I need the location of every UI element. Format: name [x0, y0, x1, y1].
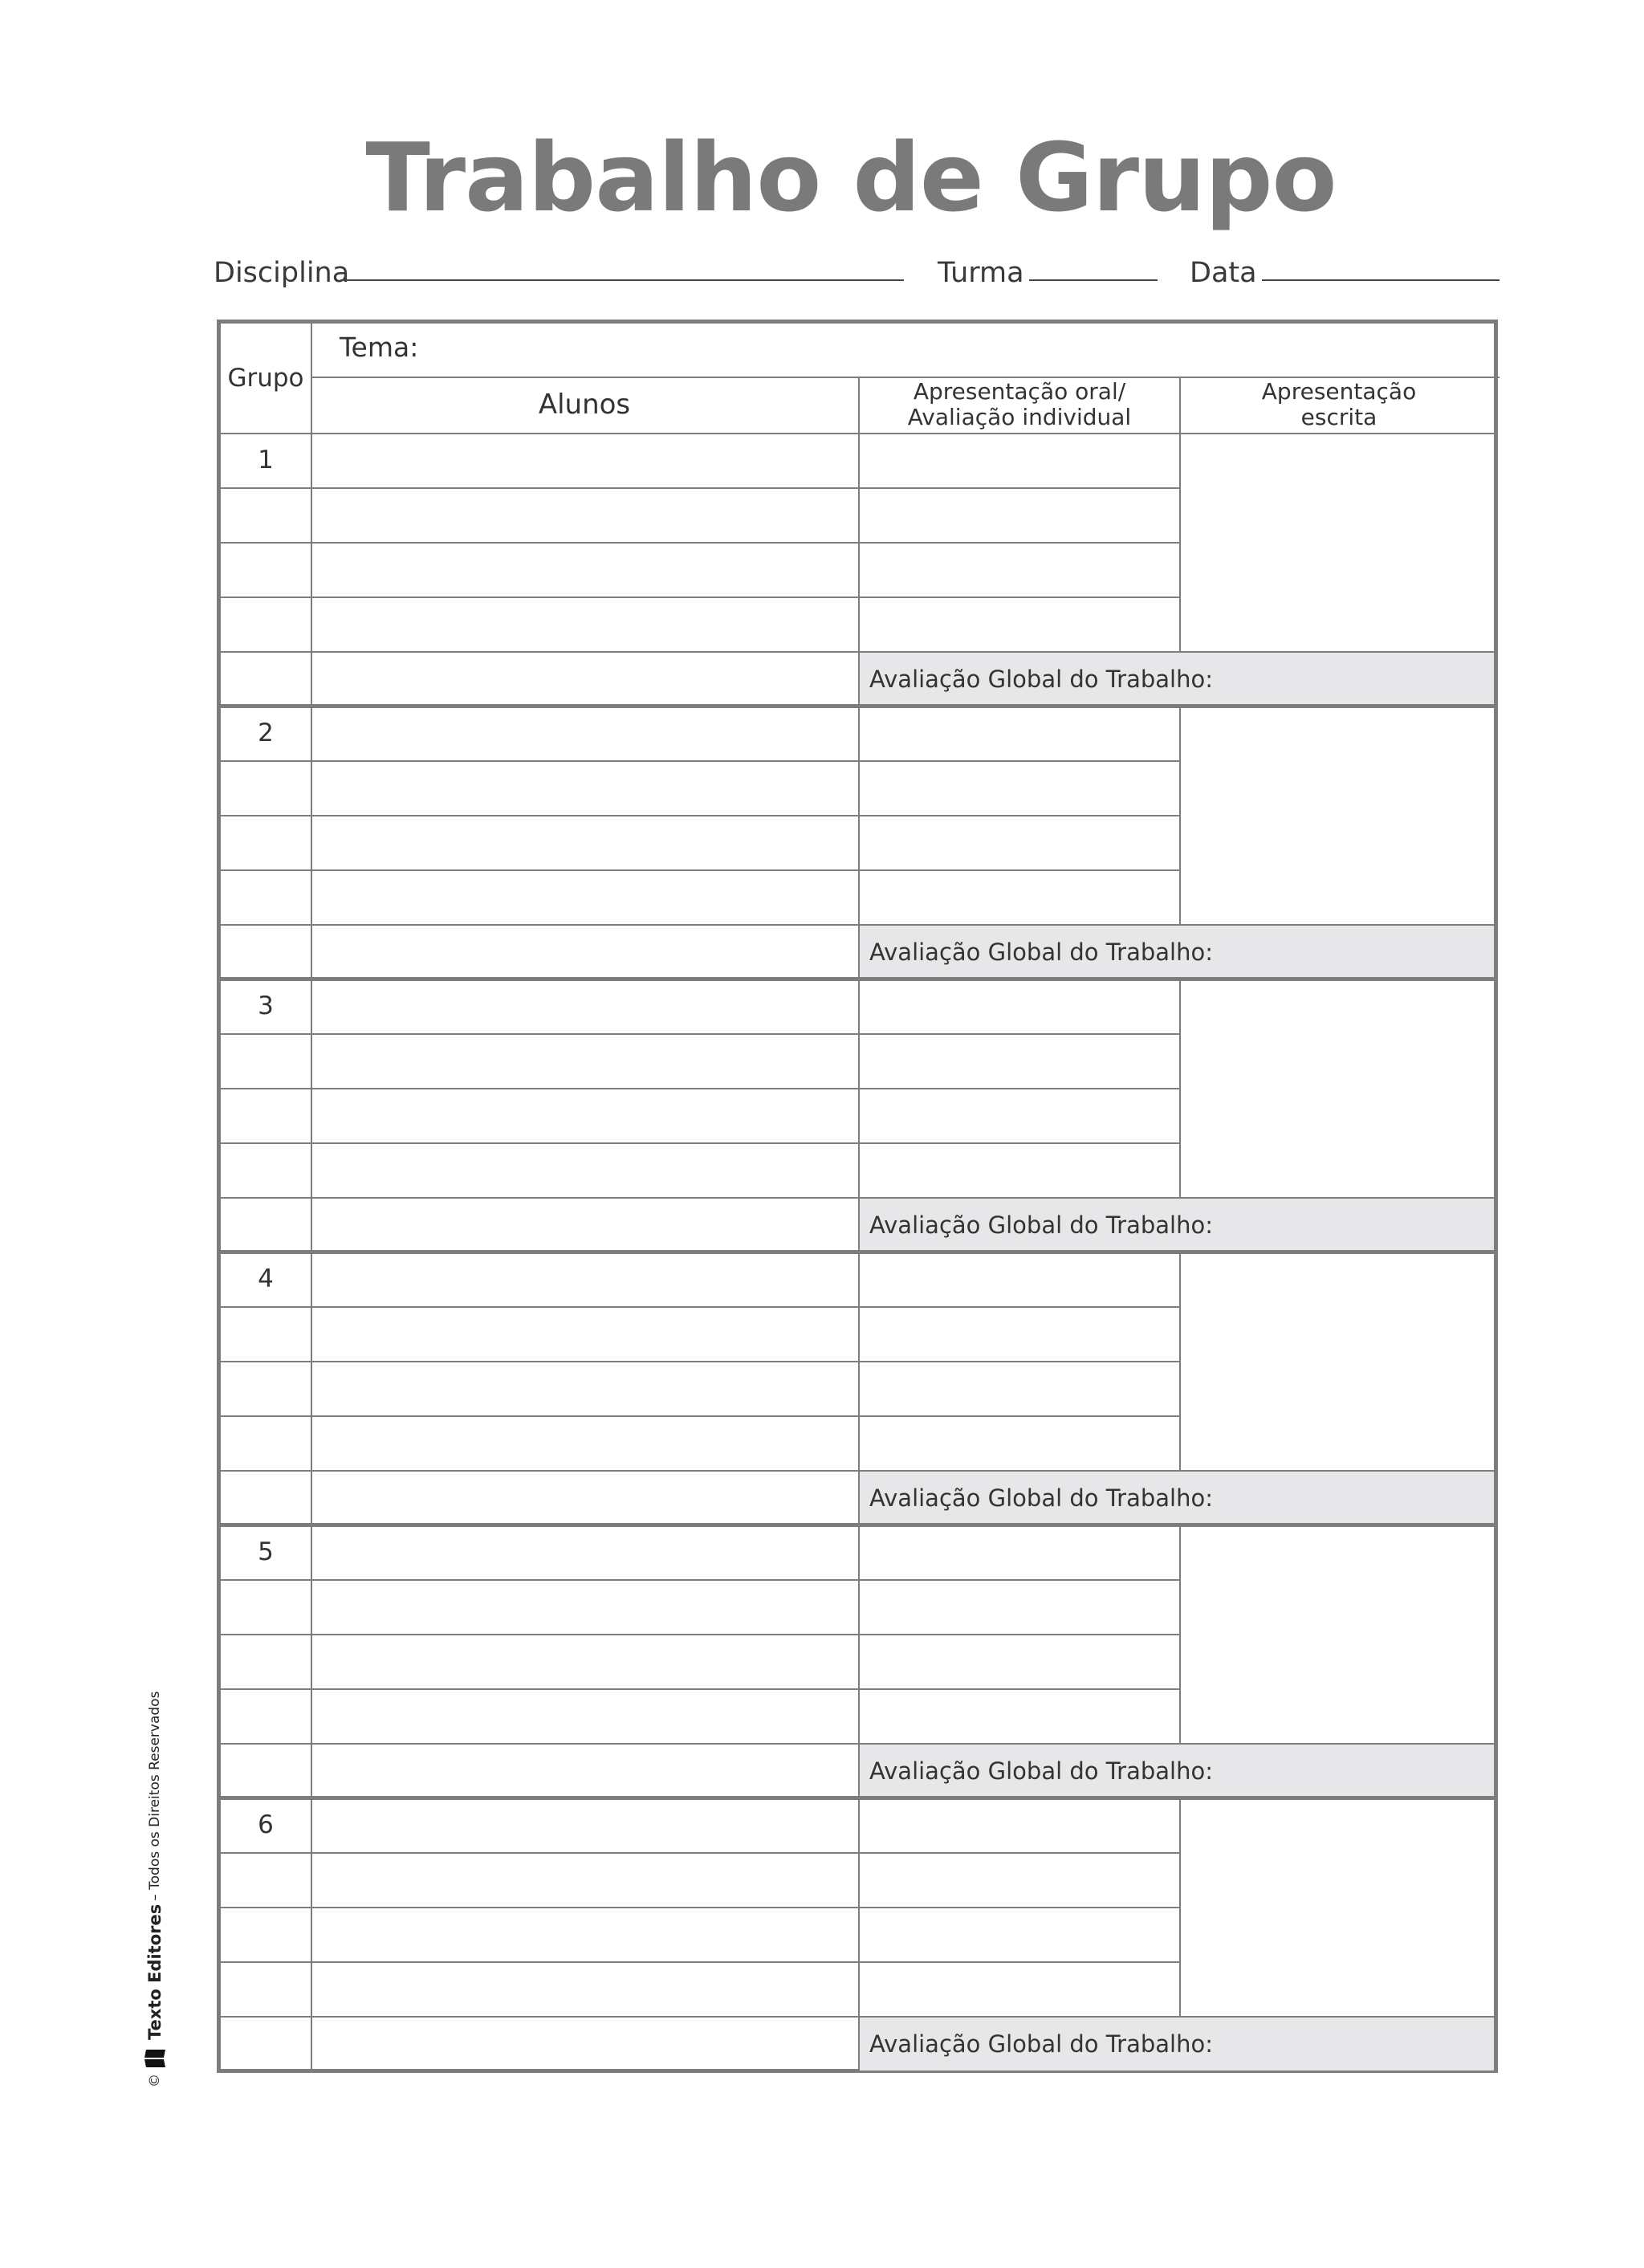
column-divider	[1179, 1252, 1181, 1470]
student-name-field[interactable]	[312, 1798, 858, 1852]
student-name-field[interactable]	[312, 1852, 858, 1907]
oral-grade-field[interactable]	[860, 487, 1179, 542]
oral-grade-field[interactable]	[860, 1142, 1179, 1197]
global-evaluation-field[interactable]	[860, 2018, 1494, 2071]
written-grade-field[interactable]	[1181, 1525, 1494, 1743]
student-name-field[interactable]	[312, 1688, 858, 1743]
copyright-symbol: ©	[147, 2074, 163, 2087]
student-name-field[interactable]	[312, 597, 858, 651]
global-evaluation-label: Avaliação Global do Trabalho:	[869, 666, 1214, 693]
oral-grade-field[interactable]	[860, 1361, 1179, 1415]
global-evaluation-label: Avaliação Global do Trabalho:	[869, 939, 1214, 966]
row-divider	[221, 1852, 1179, 1854]
column-divider	[858, 979, 860, 1252]
student-name-field[interactable]	[312, 1306, 858, 1361]
global-evaluation-field[interactable]	[860, 1745, 1494, 1798]
alunos-header: Alunos	[538, 389, 631, 421]
written-grade-field[interactable]	[1181, 433, 1494, 651]
escrita-header	[1181, 377, 1497, 433]
oral-grade-field[interactable]	[860, 433, 1179, 487]
oral-grade-field[interactable]	[860, 1798, 1179, 1852]
tema-label: Tema:	[340, 332, 419, 363]
column-divider	[1179, 1525, 1181, 1743]
disciplina-label: Disciplina	[214, 257, 350, 289]
student-name-field[interactable]	[312, 1472, 858, 1525]
student-name-field[interactable]	[312, 653, 858, 706]
written-grade-field[interactable]	[1181, 706, 1494, 924]
row-divider	[221, 597, 1179, 598]
global-evaluation-field[interactable]	[860, 926, 1494, 979]
row-divider	[221, 487, 1179, 489]
header-col-divider-2	[1179, 377, 1181, 433]
student-name-field[interactable]	[312, 869, 858, 924]
row-divider	[221, 869, 1179, 871]
student-name-field[interactable]	[312, 760, 858, 815]
column-divider	[858, 1798, 860, 2071]
student-name-field[interactable]	[312, 1745, 858, 1798]
row-divider	[221, 1907, 1179, 1908]
oral-grade-field[interactable]	[860, 1252, 1179, 1306]
student-name-field[interactable]	[312, 487, 858, 542]
row-divider	[221, 1033, 1179, 1035]
global-evaluation-label: Avaliação Global do Trabalho:	[869, 2030, 1214, 2058]
page-title: Trabalho de Grupo	[365, 122, 1337, 233]
student-name-field[interactable]	[312, 1199, 858, 1252]
disciplina-field[interactable]	[340, 279, 904, 281]
oral-grade-field[interactable]	[860, 1852, 1179, 1907]
student-name-field[interactable]	[312, 1252, 858, 1306]
column-divider	[1179, 1798, 1181, 2016]
written-grade-field[interactable]	[1181, 1798, 1494, 2016]
oral-grade-field[interactable]	[860, 760, 1179, 815]
tema-field[interactable]	[454, 324, 1494, 377]
row-divider	[221, 760, 1179, 762]
oral-grade-field[interactable]	[860, 1688, 1179, 1743]
row-divider	[221, 815, 1179, 816]
global-evaluation-field[interactable]	[860, 1472, 1494, 1525]
student-name-field[interactable]	[312, 433, 858, 487]
oral-grade-field[interactable]	[860, 1634, 1179, 1688]
row-divider	[221, 1088, 1179, 1089]
row-divider	[221, 1415, 1179, 1417]
row-divider	[221, 1688, 1179, 1690]
written-grade-field[interactable]	[1181, 1252, 1494, 1470]
turma-field[interactable]	[1029, 279, 1158, 281]
oral-header-line2: Avaliação individual	[907, 404, 1132, 430]
group-number: 6	[258, 1810, 274, 1839]
oral-grade-field[interactable]	[860, 1907, 1179, 1961]
column-divider	[858, 1252, 860, 1525]
oral-header	[860, 377, 1179, 433]
oral-grade-field[interactable]	[860, 869, 1179, 924]
group-number: 1	[258, 446, 274, 474]
escrita-header-line2: escrita	[1300, 404, 1377, 430]
student-name-field[interactable]	[312, 2018, 858, 2071]
data-field[interactable]	[1262, 279, 1500, 281]
column-divider	[858, 706, 860, 979]
row-divider	[221, 1306, 1179, 1308]
student-name-field[interactable]	[312, 1361, 858, 1415]
student-name-field[interactable]	[312, 926, 858, 979]
row-divider	[221, 542, 1179, 544]
student-name-field[interactable]	[312, 1033, 858, 1088]
group-number: 5	[258, 1537, 274, 1566]
global-evaluation-field[interactable]	[860, 653, 1494, 706]
copyright-notice	[143, 1692, 167, 2087]
global-evaluation-field[interactable]	[860, 1199, 1494, 1252]
row-divider	[221, 1142, 1179, 1144]
group-number: 4	[258, 1264, 274, 1293]
data-label: Data	[1190, 257, 1257, 289]
student-name-field[interactable]	[312, 542, 858, 597]
global-evaluation-label: Avaliação Global do Trabalho:	[869, 1211, 1214, 1239]
texto-editores-logo-icon	[143, 2048, 167, 2069]
student-name-field[interactable]	[312, 1634, 858, 1688]
oral-grade-field[interactable]	[860, 706, 1179, 760]
header-col-divider-1	[858, 377, 860, 433]
copyright-brand: Texto Editores	[145, 1904, 165, 2040]
student-name-field[interactable]	[312, 815, 858, 869]
oral-grade-field[interactable]	[860, 1033, 1179, 1088]
column-divider	[1179, 706, 1181, 924]
student-name-field[interactable]	[312, 1088, 858, 1142]
student-name-field[interactable]	[312, 1525, 858, 1579]
global-evaluation-label: Avaliação Global do Trabalho:	[869, 1757, 1214, 1785]
oral-grade-field[interactable]	[860, 1306, 1179, 1361]
column-divider	[858, 433, 860, 706]
oral-grade-field[interactable]	[860, 1415, 1179, 1470]
group-number: 3	[258, 991, 274, 1020]
column-divider	[1179, 433, 1181, 651]
group-number: 2	[258, 719, 274, 747]
oral-grade-field[interactable]	[860, 815, 1179, 869]
student-name-field[interactable]	[312, 1579, 858, 1634]
oral-header-line1: Apresentação oral/	[913, 378, 1126, 405]
grupo-header: Grupo	[227, 364, 304, 393]
student-name-field[interactable]	[312, 706, 858, 760]
row-divider	[221, 1579, 1179, 1581]
student-name-field[interactable]	[312, 1961, 858, 2016]
turma-label: Turma	[938, 257, 1024, 289]
written-grade-field[interactable]	[1181, 979, 1494, 1197]
student-name-field[interactable]	[312, 1415, 858, 1470]
student-name-field[interactable]	[312, 1907, 858, 1961]
copyright-rights: – Todos os Direitos Reservados	[147, 1691, 163, 1901]
oral-grade-field[interactable]	[860, 1961, 1179, 2016]
column-divider	[858, 1525, 860, 1798]
oral-grade-field[interactable]	[860, 1525, 1179, 1579]
global-evaluation-label: Avaliação Global do Trabalho:	[869, 1484, 1214, 1512]
oral-grade-field[interactable]	[860, 597, 1179, 651]
row-divider	[221, 1961, 1179, 1963]
oral-grade-field[interactable]	[860, 1579, 1179, 1634]
oral-grade-field[interactable]	[860, 1088, 1179, 1142]
escrita-header-line1: Apresentação	[1261, 378, 1417, 405]
oral-grade-field[interactable]	[860, 542, 1179, 597]
row-divider	[221, 1361, 1179, 1362]
column-divider	[1179, 979, 1181, 1197]
group-work-table	[217, 320, 1498, 2073]
oral-grade-field[interactable]	[860, 979, 1179, 1033]
student-name-field[interactable]	[312, 1142, 858, 1197]
student-name-field[interactable]	[312, 979, 858, 1033]
row-divider	[221, 1634, 1179, 1635]
header-fields	[214, 257, 1500, 297]
